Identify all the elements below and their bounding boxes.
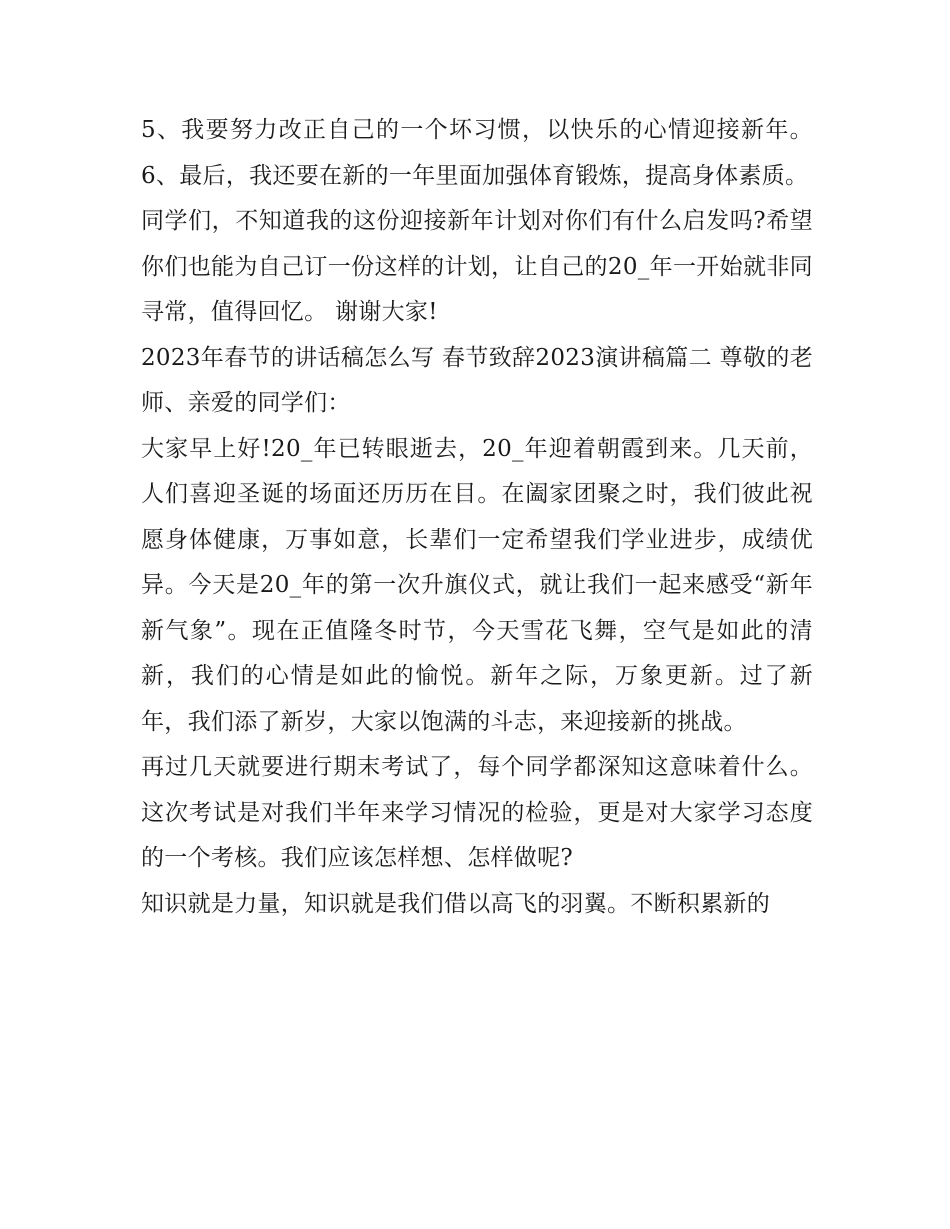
paragraph-exam: 再过几天就要进行期末考试了，每个同学都深知这意味着什么。这次考试是对我们半年来学习情况的检验，更是对大家学习态度的一个考核。我们应该怎样想、怎样做呢? bbox=[141, 754, 813, 871]
document-body bbox=[141, 108, 813, 927]
paragraph-greeting: 大家早上好!20_年已转眼逝去，20_年迎着朝霞到来。几天前，人们喜迎圣诞的场面还历历在目。在阖家团聚之时，我们彼此祝愿身体健康，万事如意，长辈们一定希望我们学业进步，成绩优异。今天是20_年的第一次升旗仪式，就让我们一起来感受“新年新气象”。现在正值隆冬时节，今天雪花飞舞，空气是如此的清新，我们的心情是如此的愉悦。新年之际，万象更新。过了新年，我们添了新岁，大家以饱满的斗志，来迎接新的挑战。 bbox=[141, 435, 813, 735]
paragraph-resolutions: 5、我要努力改正自己的一个坏习惯，以快乐的心情迎接新年。 6、最后，我还要在新的一年里面加强体育锻炼，提高身体素质。 bbox=[141, 117, 813, 189]
paragraph-knowledge: 知识就是力量，知识就是我们借以高飞的羽翼。不断积累新的 bbox=[141, 890, 771, 917]
paragraph-closing-remarks: 同学们，不知道我的这份迎接新年计划对你们有什么启发吗?希望你们也能为自己订一份这样的计划，让自己的20_年一开始就非同寻常，值得回忆。 谢谢大家! bbox=[141, 208, 813, 325]
paragraph-speech-title: 2023年春节的讲话稿怎么写 春节致辞2023演讲稿篇二 尊敬的老师、亲爱的同学们： bbox=[141, 344, 813, 416]
